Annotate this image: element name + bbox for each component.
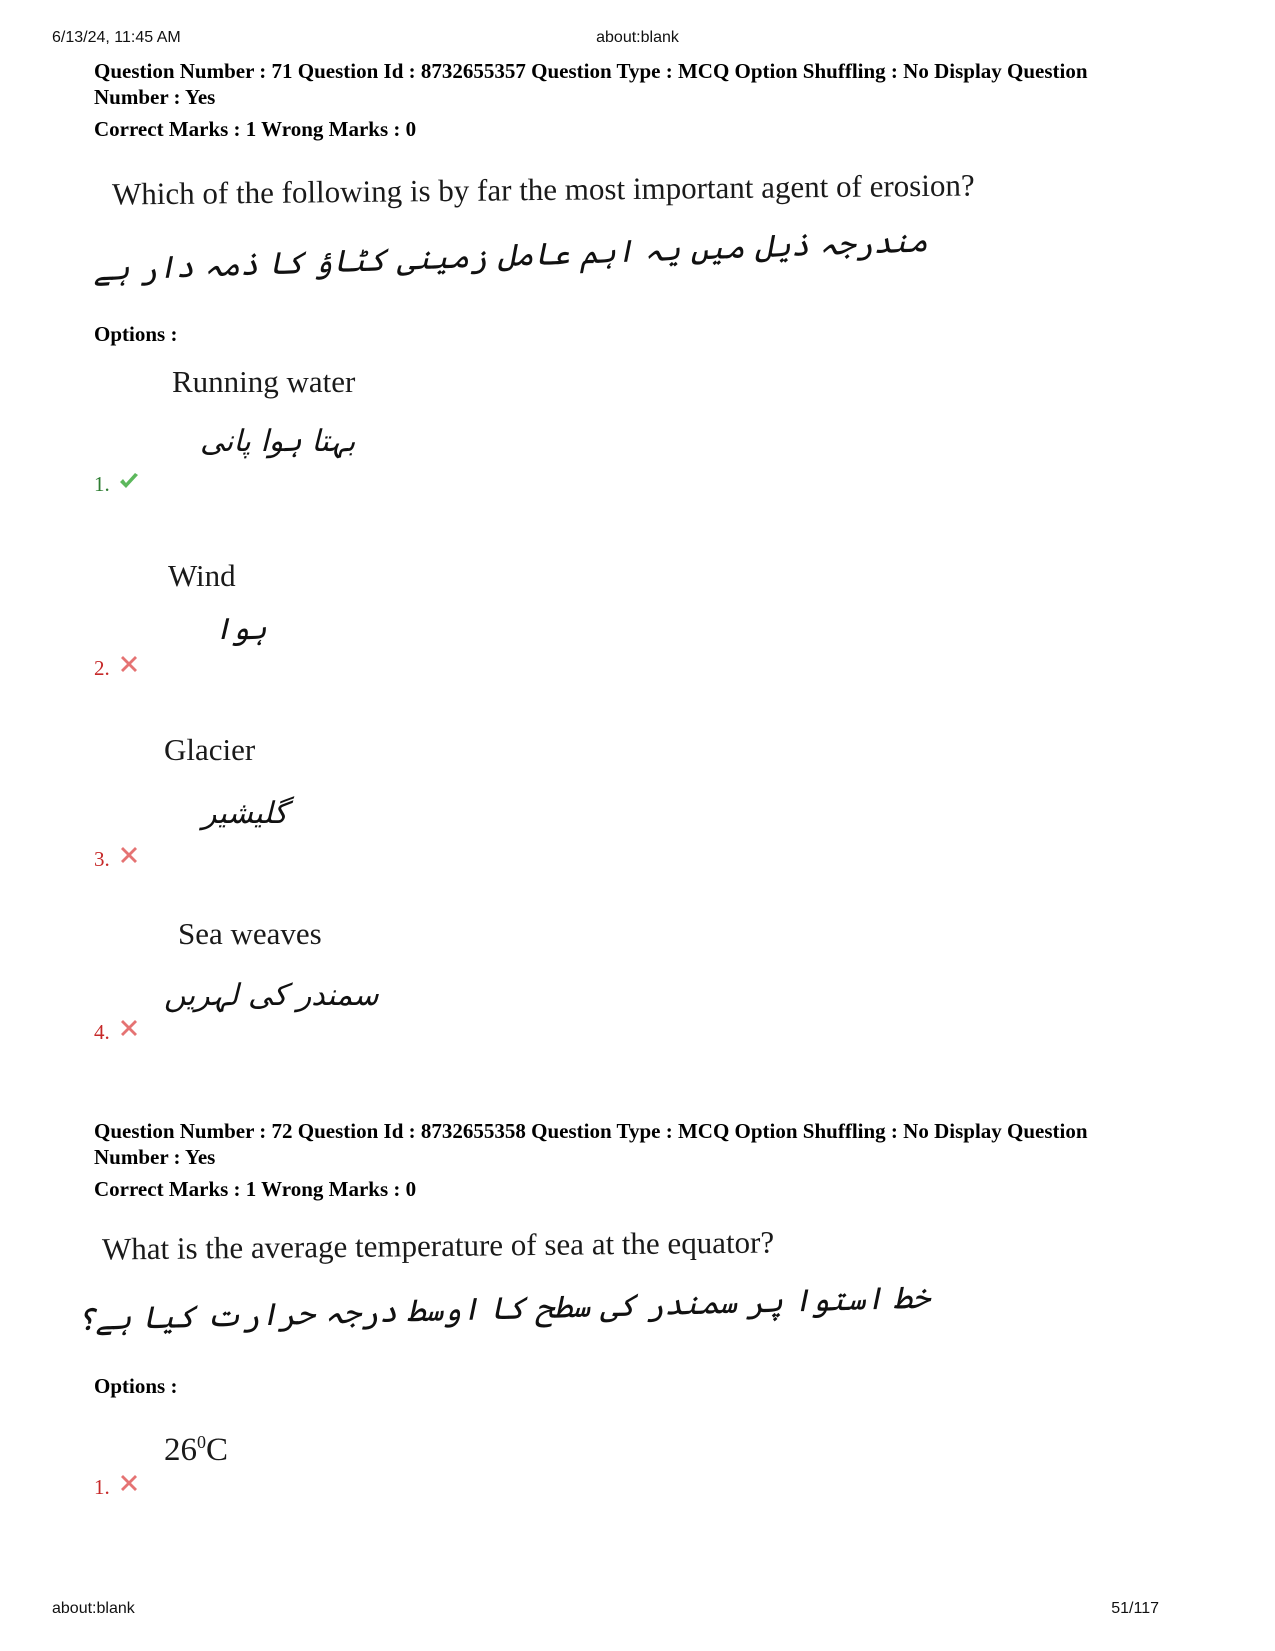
option-number: 1.: [94, 472, 110, 496]
question-text-english: What is the average temperature of sea at the equator?: [101, 1224, 775, 1267]
question-meta-block: [94, 58, 1209, 142]
option-text-english: [164, 1432, 228, 1469]
question-meta-line: Question Number : 71 Question Id : 8732655357 Question Type : MCQ Option Shuffling : No Display Question: [94, 59, 1088, 83]
question-meta-line-2: Number : Yes: [94, 1145, 216, 1169]
print-header: [0, 29, 1275, 51]
cross-icon: [118, 844, 140, 866]
question-meta-line: Question Number : 72 Question Id : 8732655358 Question Type : MCQ Option Shuffling : No Display Question: [94, 1119, 1088, 1143]
question-text-english: Which of the following is by far the most important agent of erosion?: [111, 167, 975, 212]
option-number: 2.: [94, 656, 110, 680]
option-number: 3.: [94, 847, 110, 871]
option-number: 4.: [94, 1020, 110, 1044]
options-label: Options :: [94, 1374, 178, 1398]
option-text-english: Running water: [172, 364, 356, 399]
option-unit: C: [206, 1432, 229, 1468]
print-url: about:blank: [596, 29, 679, 46]
question-marks: Correct Marks : 1 Wrong Marks : 0: [94, 117, 417, 141]
footer-url: about:blank: [52, 1600, 135, 1617]
question-meta-block: [94, 1118, 1209, 1202]
question-marks: Correct Marks : 1 Wrong Marks : 0: [94, 1177, 417, 1201]
options-label: Options :: [94, 322, 178, 346]
question-text-urdu: مندرجہ ذیل میں یہ اہم عامل زمینی کٹاؤ کا ذمہ دار ہے: [92, 223, 929, 289]
option-text-urdu: ہوا: [214, 612, 267, 647]
option-number: 1.: [94, 1475, 110, 1499]
option-text-urdu: سمندر کی لہریں: [164, 978, 379, 1013]
option-text-urdu: بہتا ہوا پانی: [200, 424, 356, 459]
option-value: 26: [164, 1432, 197, 1468]
cross-icon: [118, 1017, 140, 1039]
print-datetime: 6/13/24, 11:45 AM: [52, 29, 181, 46]
cross-icon: [118, 653, 140, 675]
print-footer: [0, 1600, 1275, 1622]
checkmark-icon: [118, 470, 140, 492]
page-number: 51/117: [1111, 1600, 1159, 1617]
option-text-urdu: گلیشیر: [202, 796, 288, 831]
option-text-english: Wind: [168, 558, 236, 593]
question-text-urdu: خط استوا پر سمندر کی سطح کا اوسط درجہ حرارت کیا ہے؟: [76, 1279, 931, 1339]
option-text-english: Sea weaves: [178, 916, 322, 951]
option-value-superscript: 0: [197, 1432, 206, 1452]
cross-icon: [118, 1472, 140, 1494]
question-meta-line-2: Number : Yes: [94, 85, 216, 109]
option-text-english: Glacier: [164, 732, 256, 767]
